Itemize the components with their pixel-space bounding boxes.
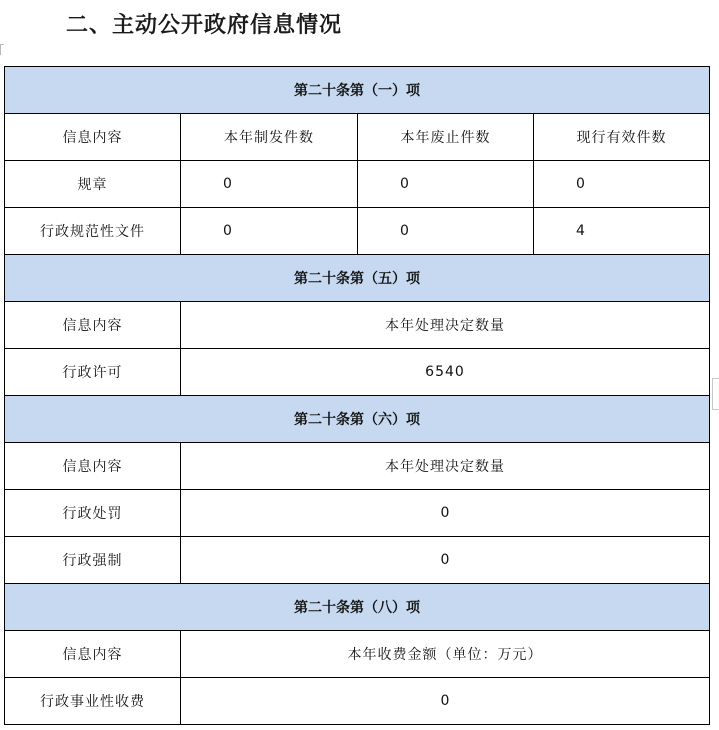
header-cell: 本年处理决定数量: [181, 443, 710, 490]
value-cell: 0: [181, 678, 710, 725]
value-cell: 0: [181, 208, 358, 255]
table-row: [5, 349, 710, 396]
table-row: [5, 537, 710, 584]
section-heading-row: [5, 67, 710, 114]
section-heading-row: [5, 584, 710, 631]
header-cell: 信息内容: [5, 443, 181, 490]
header-cell: 信息内容: [5, 114, 181, 161]
section-heading: 第二十条第（八）项: [5, 584, 710, 631]
row-label: 行政处罚: [5, 490, 181, 537]
row-label: 行政事业性收费: [5, 678, 181, 725]
page-edge-mark: [712, 378, 719, 410]
row-label: 行政许可: [5, 349, 181, 396]
header-cell: 本年制发件数: [181, 114, 358, 161]
value-cell: 0: [181, 490, 710, 537]
row-label: 规章: [5, 161, 181, 208]
section-heading-row: [5, 255, 710, 302]
header-cell: 本年收费金额（单位：万元）: [181, 631, 710, 678]
table-header-row: [5, 302, 710, 349]
header-cell: 现行有效件数: [534, 114, 710, 161]
table-row: [5, 208, 710, 255]
disclosure-table: [4, 66, 710, 725]
value-cell: 0: [358, 161, 534, 208]
header-cell: 本年废止件数: [358, 114, 534, 161]
table-row: [5, 678, 710, 725]
value-cell: 4: [534, 208, 710, 255]
section-heading-row: [5, 396, 710, 443]
table-header-row: [5, 443, 710, 490]
value-cell: 0: [534, 161, 710, 208]
value-cell: 0: [358, 208, 534, 255]
header-cell: 信息内容: [5, 302, 181, 349]
header-cell: 信息内容: [5, 631, 181, 678]
table-header-row: [5, 631, 710, 678]
section-heading: 第二十条第（六）项: [5, 396, 710, 443]
row-label: 行政规范性文件: [5, 208, 181, 255]
table-row: [5, 490, 710, 537]
table-row: [5, 161, 710, 208]
page-corner-mark: [0, 44, 4, 55]
section-heading: 第二十条第（五）项: [5, 255, 710, 302]
header-cell: 本年处理决定数量: [181, 302, 710, 349]
section-heading: 第二十条第（一）项: [5, 67, 710, 114]
value-cell: 6540: [181, 349, 710, 396]
value-cell: 0: [181, 161, 358, 208]
page-title: 二、主动公开政府信息情况: [66, 13, 343, 38]
row-label: 行政强制: [5, 537, 181, 584]
value-cell: 0: [181, 537, 710, 584]
table-header-row: [5, 114, 710, 161]
